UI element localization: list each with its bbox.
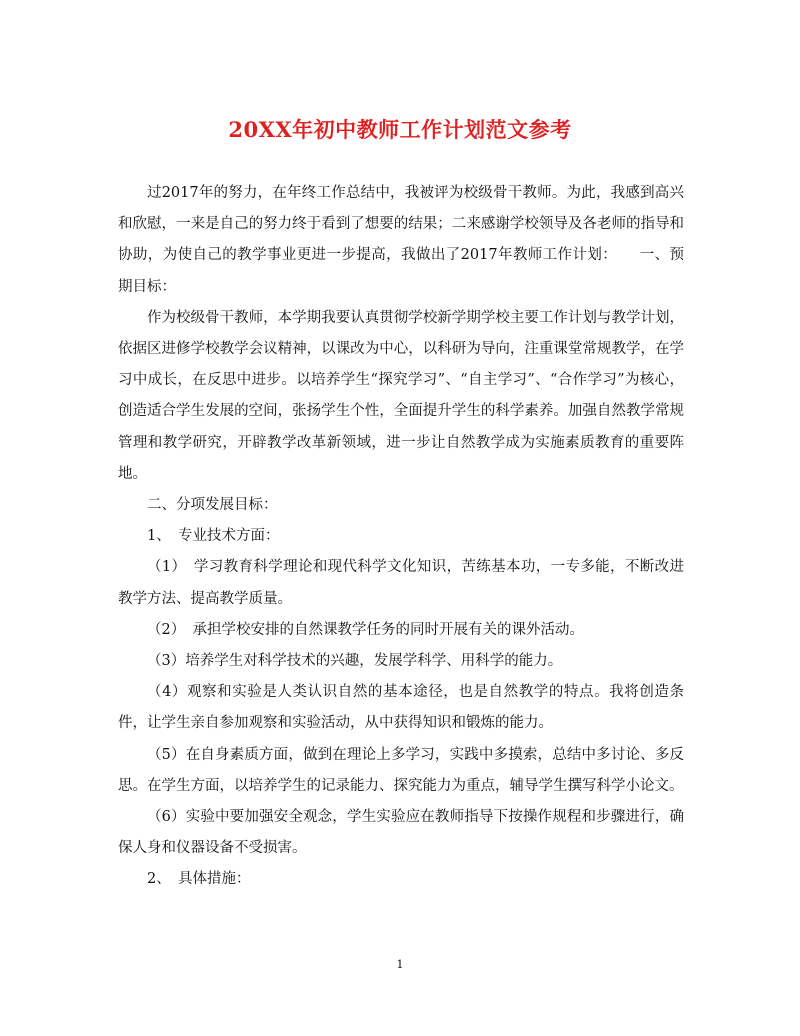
list-item-6: （6）实验中要加强安全观念，学生实验应在教师指导下按操作规程和步骤进行，确保人身和仪器设备不受损害。 — [118, 809, 684, 857]
paragraph-intro: 过2017年的努力，在年终工作总结中，我被评为校级骨干教师。为此，我感到高兴和欣慰，一来是自己的努力终于看到了想要的结果；二来感谢学校领导及各老师的指导和协助，为使自己的教学事业更进一步提高，我做出了2017年教师工作计划： 一、预期目标： — [118, 185, 684, 295]
subsection-heading-professional: 1、 专业技术方面： — [147, 528, 280, 545]
paragraph-goal: 作为校级骨干教师，本学期我要认真贯彻学校新学期学校主要工作计划与教学计划，依据区进修学校教学会议精神，以课改为中心，以科研为导向，注重课堂常规教学，在学习中成长，在反思中进步。以培养学生“探究学习”、“自主学习”、“合作学习”为核心，创造适合学生发展的空间，张扬学生个性，全面提升学生的科学素养。加强自然教学常规管理和教学研究，开辟教学改革新领域，进一步让自然教学成为实施素质教育的重要阵地。 — [118, 309, 684, 482]
list-item-3: （3）培养学生对科学技术的兴趣，发展学科学、用科学的能力。 — [147, 653, 563, 670]
subsection-heading-measures: 2、 具体措施： — [147, 871, 251, 888]
document-body — [118, 178, 684, 896]
section-heading-sub-goals: 二、分项发展目标： — [147, 497, 278, 514]
list-item-2: （2） 承担学校安排的自然课教学任务的同时开展有关的课外活动。 — [147, 621, 584, 638]
list-item-1: （1） 学习教育科学理论和现代科学文化知识，苦练基本功，一专多能，不断改进教学方法、提高教学质量。 — [118, 559, 684, 607]
list-item-5: （5）在自身素质方面，做到在理论上多学习，实践中多摸索，总结中多讨论、多反思。在学生方面，以培养学生的记录能力、探究能力为重点，辅导学生撰写科学小论文。 — [118, 746, 684, 794]
page-number: 1 — [396, 958, 404, 971]
page-title: 20XX年初中教师工作计划范文参考 — [228, 117, 572, 142]
list-item-4: （4）观察和实验是人类认识自然的基本途径，也是自然教学的特点。我将创造条件，让学生亲自参加观察和实验活动，从中获得知识和锻炼的能力。 — [118, 684, 684, 732]
